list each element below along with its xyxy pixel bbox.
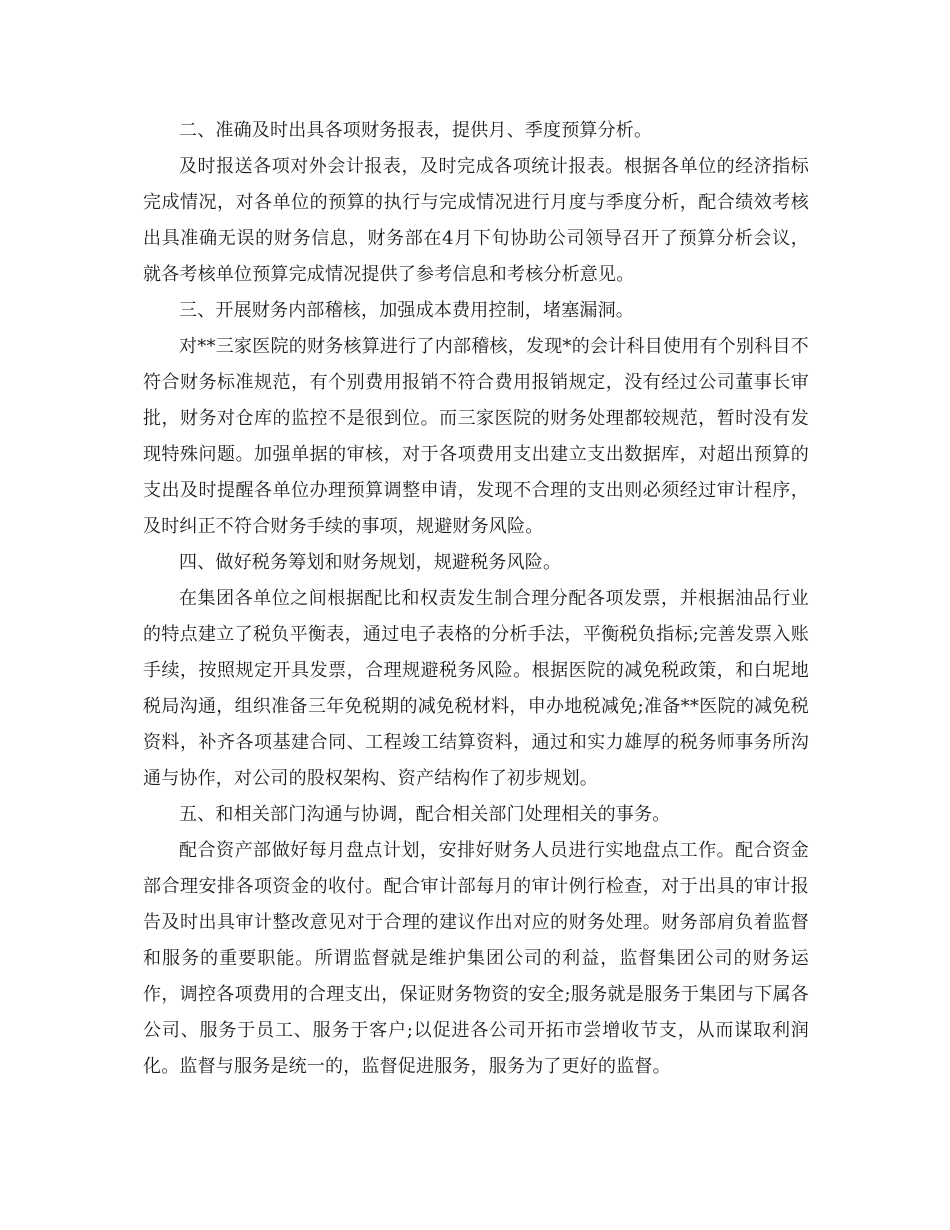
body-paragraph: 配合资产部做好每月盘点计划，安排好财务人员进行实地盘点工作。配合资金部合理安排各项资金的收付。配合审计部每月的审计例行检查，对于出具的审计报告及时出具审计整改意见对于合理的建议作出对应的财务处理。财务部肩负着监督和服务的重要职能。所谓监督就是维护集团公司的利益，监督集团公司的财务运作，调控各项费用的合理支出，保证财务物资的安全;服务就是服务于集团与下属各公司、服务于员工、服务于客户;以促进各公司开拓市尝增收节支，从而谋取利润化。监督与服务是统一的，监督促进服务，服务为了更好的监督。 xyxy=(143,840,809,1077)
document-body xyxy=(143,113,809,1085)
section-heading-5: 五、和相关部门沟通与协调，配合相关部门处理相关的事务。 xyxy=(179,804,671,825)
section-heading-2: 二、准确及时出具各项财务报表，提供月、季度预算分析。 xyxy=(179,120,653,141)
body-paragraph: 对**三家医院的财务核算进行了内部稽核，发现*的会计科目使用有个别科目不符合财务标准规范，有个别费用报销不符合费用报销规定，没有经过公司董事长审批，财务对仓库的监控不是很到位。而三家医院的财务处理都较规范，暂时没有发现特殊问题。加强单据的审核，对于各项费用支出建立支出数据库，对超出预算的支出及时提醒各单位办理预算调整申请，发现不合理的支出则必须经过审计程序，及时纠正不符合财务手续的事项，规避财务风险。 xyxy=(143,336,809,537)
body-paragraph: 及时报送各项对外会计报表，及时完成各项统计报表。根据各单位的经济指标完成情况，对各单位的预算的执行与完成情况进行月度与季度分析，配合绩效考核出具准确无误的财务信息，财务部在4月下旬协助公司领导召开了预算分析会议，就各考核单位预算完成情况提供了参考信息和考核分析意见。 xyxy=(143,156,809,285)
section-heading-4: 四、做好税务筹划和财务规划，规避税务风险。 xyxy=(179,552,562,573)
section-heading-3: 三、开展财务内部稽核，加强成本费用控制，堵塞漏洞。 xyxy=(179,300,634,321)
body-paragraph: 在集团各单位之间根据配比和权责发生制合理分配各项发票，并根据油品行业的特点建立了税负平衡表，通过电子表格的分析手法，平衡税负指标;完善发票入账手续，按照规定开具发票，合理规避税务风险。根据医院的减免税政策，和白坭地税局沟通，组织准备三年免税期的减免税材料，申办地税减免;准备**医院的减免税资料，补齐各项基建合同、工程竣工结算资料，通过和实力雄厚的税务师事务所沟通与协作，对公司的股权架构、资产结构作了初步规划。 xyxy=(143,588,809,789)
